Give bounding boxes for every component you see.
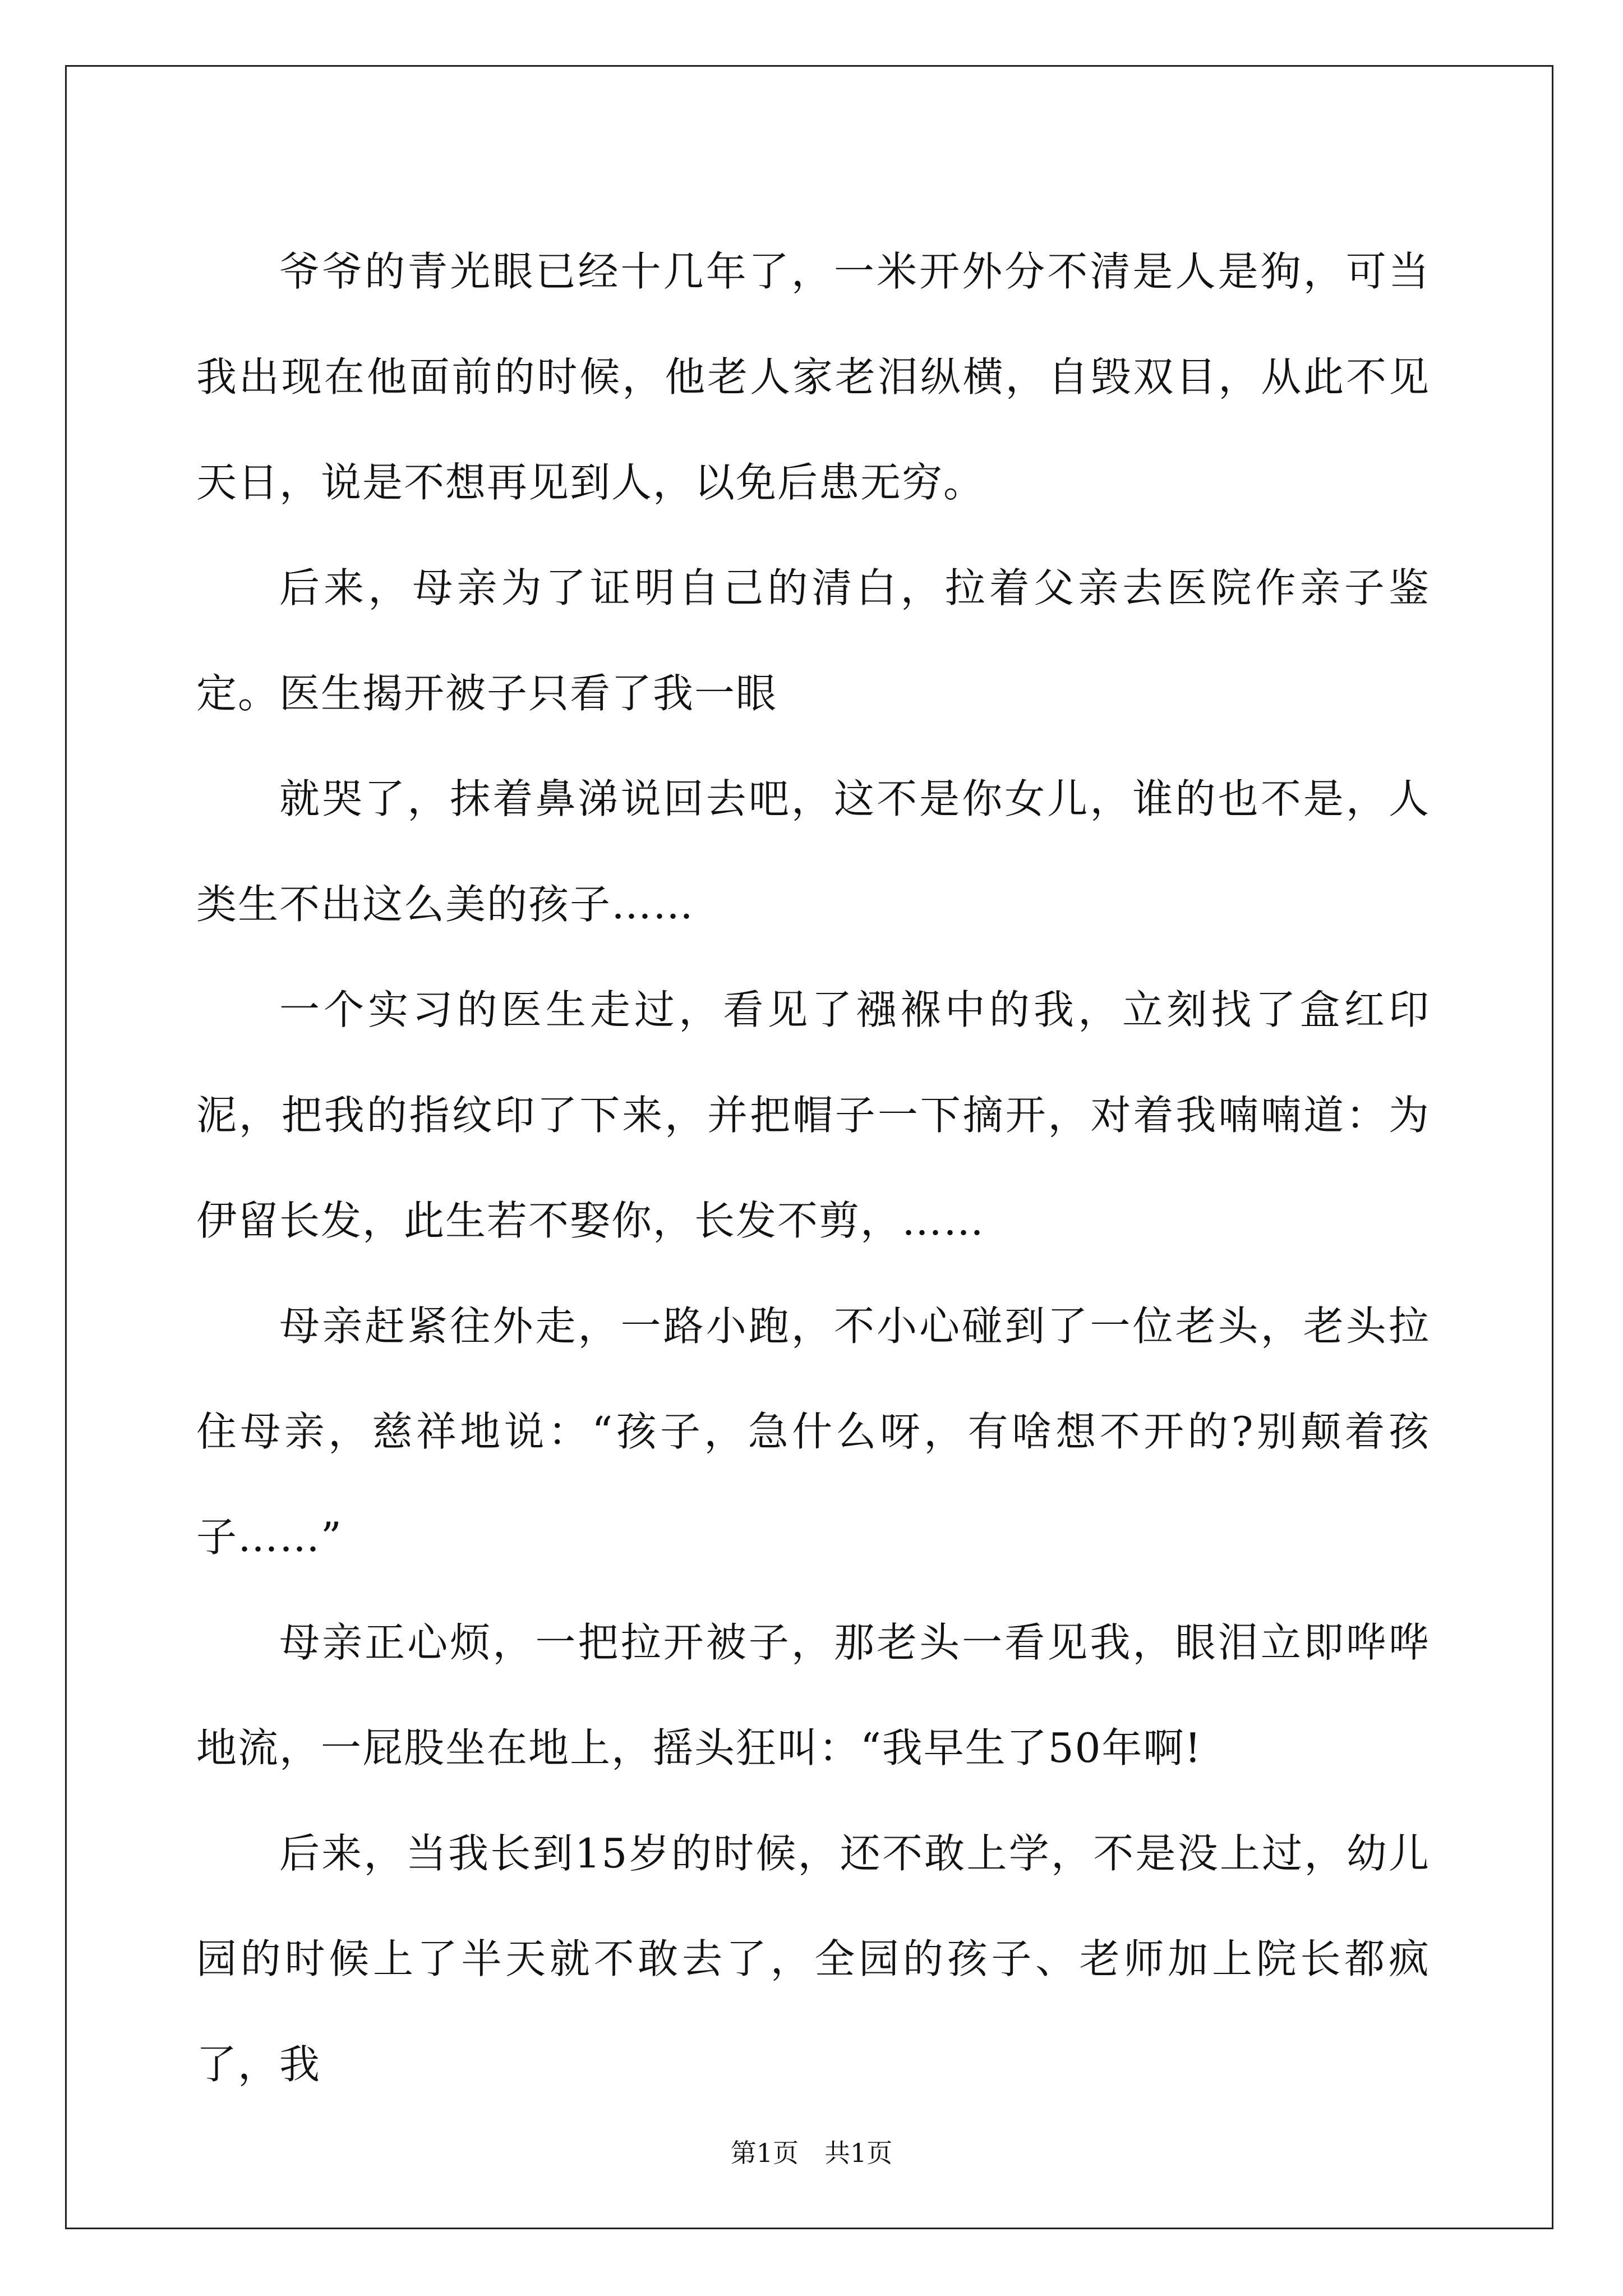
paragraph-6: 母亲正心烦，一把拉开被子，那老头一看见我，眼泪立即哗哗地流，一屁股坐在地上，摇头狂叫：“我早生了50年啊! [196, 1619, 1430, 1772]
page-total: 共1页 [824, 2138, 893, 2168]
paragraph-5: 母亲赶紧往外走，一路小跑，不小心碰到了一位老头，老头拉住母亲，慈祥地说：“孩子，急什么呀，有啥想不开的?别颠着孩子……” [196, 1303, 1430, 1561]
document-body [196, 219, 1430, 2117]
paragraph-4: 一个实习的医生走过，看见了襁褓中的我，立刻找了盒红印泥，把我的指纹印了下来，并把帽子一下摘开，对着我喃喃道：为伊留长发，此生若不娶你，长发不剪，…… [196, 986, 1430, 1244]
page-footer [0, 2136, 1623, 2170]
paragraph-2: 后来，母亲为了证明自己的清白，拉着父亲去医院作亲子鉴定。医生揭开被子只看了我一眼 [196, 564, 1430, 717]
paragraph-1: 爷爷的青光眼已经十几年了，一米开外分不清是人是狗，可当我出现在他面前的时候，他老人家老泪纵横，自毁双目，从此不见天日，说是不想再见到人，以免后患无穷。 [196, 248, 1430, 506]
paragraph-3: 就哭了，抹着鼻涕说回去吧，这不是你女儿，谁的也不是，人类生不出这么美的孩子…… [196, 775, 1430, 928]
paragraph-7: 后来，当我长到15岁的时候，还不敢上学，不是没上过，幼儿园的时候上了半天就不敢去了，全园的孩子、老师加上院长都疯了，我 [196, 1830, 1430, 2088]
page-number: 第1页 [730, 2138, 799, 2168]
